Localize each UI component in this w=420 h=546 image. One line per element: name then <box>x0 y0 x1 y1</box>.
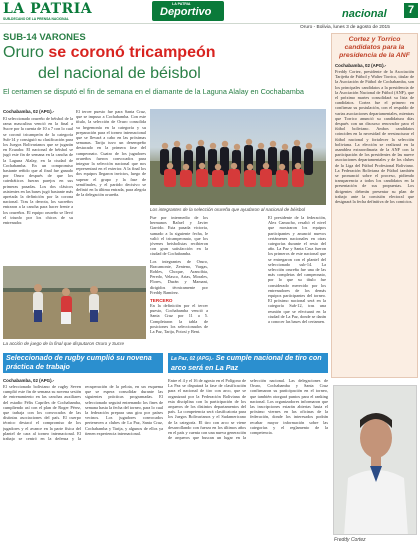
brand-logo: LA PATRIA <box>3 1 93 17</box>
section-label: nacional <box>342 4 404 17</box>
dateline: Oruro - Bolivia, lunes 3 de agosto de 2015 <box>300 25 390 30</box>
tercero-label: TERCERO <box>150 298 173 304</box>
lead-byline: Cochabamba, 02 (APG).- <box>3 109 55 114</box>
cortez-photo-caption: Freddy Cortez <box>334 537 366 543</box>
supplement-logo: LA PATRIA Deportivo <box>152 1 224 21</box>
sidebar-body: Freddy Cortez, presidente de la Asociación Tarijeña de Fútbol y Walter Torrico, titular de la Asociación de Fútbol de Cochabamba, son los principales candidatos a la presidencia de la Asociación Nacional de Fútbol (ANF), que el próximo martes consolidará su lista de candidatos. Cortez fue el primero en confirmar su postulación, con el respaldo de varias asociaciones departamentales, mientras que Torrico anunció su candidatura días después con un discurso renovador para el fútbol boliviano. Ambos candidatos coinciden en la necesidad de reestructurar el fútbol nacional y fortalecer la selección boliviana. La elección se realizará en la asamblea extraordinaria de la ANF con la participación de los presidentes de las nueve asociaciones departamentales y de los clubes de la Liga del Fútbol Profesional Boliviano. La Federación Boliviana de Fútbol también se pronunció sobre el proceso, pidiendo transparencia a todos los candidatos en la presentación de sus propuestas. Los dirigentes deberán presentar su plan de trabajo ante la comisión electoral que designará la fecha definitiva de los comicios. <box>335 69 414 205</box>
lead-kicker: SUB-14 VARONES <box>3 32 86 43</box>
lead-column-3: Fue por intermedio de los hermanos Rafael y Javier Garrido. Esta pasada victoria, sumado a la siguiente fecha, le valió el tricampeonato, que los jóvenes beisbolistas recibieron con gran satisfacción en la ciudad de Cochabamba. Los integrantes de Oruro, Bracamonte, Zenteno, Vargas, Robles, Choque, Arancibia, Peredo, Velasco, Arias, Morales, Flores, Durán y Mamani, dirigidos técnicamente por Freddy Ramírez. TERCERO En la definición por el tercer puesto, Cochabamba venció a Santa Cruz por 11 a 5. Completaron la tabla de posiciones los seleccionados de La Paz, Tarija, Potosí y Beni. <box>150 215 208 335</box>
archery-headline: La Paz, 02 (APG).- Se cumple nacional de tiro con arco será en La Paz <box>168 353 328 373</box>
headline-part-b: se coronó tricampeón <box>48 44 216 61</box>
lead-column-4: El presidente de la federación, Alex Camacho, resaltó el nivel que mostraron los equipos participantes y anunció nuevos certámenes nacionales en otras categorías durante el resto del año. La Paz y Santa Cruz fueron los primeros de este nacional que se entregaron con el plantel del seleccionado sub-14. La selección orureña fue una de las más completas del campeonato, por lo que su título fue considerado merecido por los entrenadores de los demás equipos participantes del torneo. El próximo nacional será en la categoría Sub-12, tras una reunión que se efectuará en la ciudad de La Paz, donde se darán a conocer las bases del certamen. <box>268 215 326 325</box>
sidebar-byline: Cochabamba, 02 (APG).- <box>335 63 387 68</box>
lead-headline <box>3 44 333 62</box>
team-photo-image <box>150 109 326 205</box>
archery-kicker: La Paz, 02 (APG).- <box>171 356 214 362</box>
page-number: 7 <box>404 3 418 18</box>
team-photo-caption: Los integrantes de la selección orureña que ayudaron al nacional de béisbol <box>150 207 306 212</box>
headline-part-a: Oruro <box>3 44 44 61</box>
lead-column-1: El seleccionado orureño de béisbol de la rama masculina venció en la final a Sucre por la cuenta de 10 a 7 con lo cual se coronó tricampeón de la categoría Sub-14 y consiguió su clasificación para los Juegos Bolivarianos que se jugarán en Ecuador. El nacional de béisbol se jugó este fin de semana en la cancha de la Laguna Alalay, en la ciudad de Cochabamba. En un compromiso bastante reñido que al final fue ganado por Oruro después de que los catedráticos fueran parejos en sus primeras pasadas. Los dos clásicos asistentes en las bases jugó bastante más apretada la definición por la corona nacional. Tras la derrota, los sucreños entraron a la cancha para hacer frente a los orureños. El equipo orureño se llevó el triunfo por los chicos de su entrenador. <box>3 116 73 226</box>
brand-tagline: SUB-DECANO DE LA PRENSA NACIONAL <box>3 17 69 21</box>
rugby-headline: Seleccionado de rugby cumplió su novena práctica de trabajo <box>3 353 163 373</box>
cortez-photo <box>333 385 417 535</box>
game-photo-image <box>3 266 146 339</box>
rugby-body: El seleccionado boliviano de rugby Seven cumplió este fin de semana su novena sesión de entrenamiento en las canchas auxiliares del estadio Félix Capriles de Cochabamba, cumpliendo así con el plan de Roger Pérez, que trabaja con los convocados de las distintas asociaciones del país. El cuerpo técnico destacó el compromiso de los jugadores y el avance en la parte física del plantel de cara al torneo internacional. El trabajo se centró en la defensa y la recuperación de la pelota, en un esquema que se espera consolidar durante las siguientes prácticas programadas. El seleccionado seguirá entrenando los fines de semana hasta la fecha del torneo, para lo cual la federación prepara una gira por países vecinos. Los jugadores convocados pertenecen a clubes de La Paz, Santa Cruz, Cochabamba y Tarija, y algunos de ellos ya tienen experiencia internacional. <box>3 384 163 442</box>
rugby-story <box>3 353 163 543</box>
game-photo <box>3 266 146 339</box>
game-photo-caption: La acción de juego de la final que disputaron Oruro y Sucre <box>3 341 125 346</box>
sidebar-kicker: Cortez y Torrico <box>348 36 401 43</box>
lead-deck: El certamen se disputó el fin de semana en el diamante de la Laguna Alalay en Cochabamba <box>3 87 304 96</box>
team-photo <box>150 109 326 205</box>
headline-part-c: del nacional de béisbol <box>38 65 201 82</box>
sidebar-title: candidatos para la presidencia de la ANF <box>339 44 410 59</box>
cortez-photo-image <box>334 386 417 535</box>
lead-column-2: El tercer puesto fue para Santa Cruz, que se impuso a Cochabamba. Con este título, la selección de Oruro consolida su hegemonía en la categoría y su preparación para el torneo internacional que se llevará a cabo en las próximas semanas. Tarija tuvo un desempeño destacado en la primera fase del campeonato. Cuatro de los jugadores orureños fueron convocados para integrar la selección nacional que nos representará en el exterior. A la final los dos equipos llegaron invictos, luego de superar el grupo y la fase de semifinales, y el partido decisivo se definió en la última entrada, para alegría de la delegación orureña. <box>76 109 146 198</box>
rugby-byline: Cochabamba, 02 (APG).- <box>3 378 55 383</box>
sidebar-box <box>331 33 418 378</box>
archery-story <box>168 353 328 543</box>
archery-body: Entre el 4 y el 16 de agosto en el Polígono de La Paz se disputará la fase de clasificación para el nacional de tiro con arco, que se organizará por la Federación Boliviana de esta disciplina con la participación de los arqueros de los distintos departamentos del país. La competencia será clasificatoria para los Juegos Bolivarianos y el Sudamericano de la categoría. El tiro con arco se viene desarrollando con fuerza en los últimos años en el país y cuenta con una nueva generación de arqueros que buscan un lugar en la selección nacional. Las delegaciones de Oruro, Cochabamba y Santa Cruz confirmaron su participación en el torneo, que también otorgará puntos para el ranking nacional. Los organizadores informaron que las inscripciones estarán abiertas hasta el próximo viernes en las oficinas de la federación, donde los interesados podrán recabar mayor información sobre las categorías y el reglamento de la competencia. <box>168 378 328 441</box>
masthead <box>0 0 420 30</box>
